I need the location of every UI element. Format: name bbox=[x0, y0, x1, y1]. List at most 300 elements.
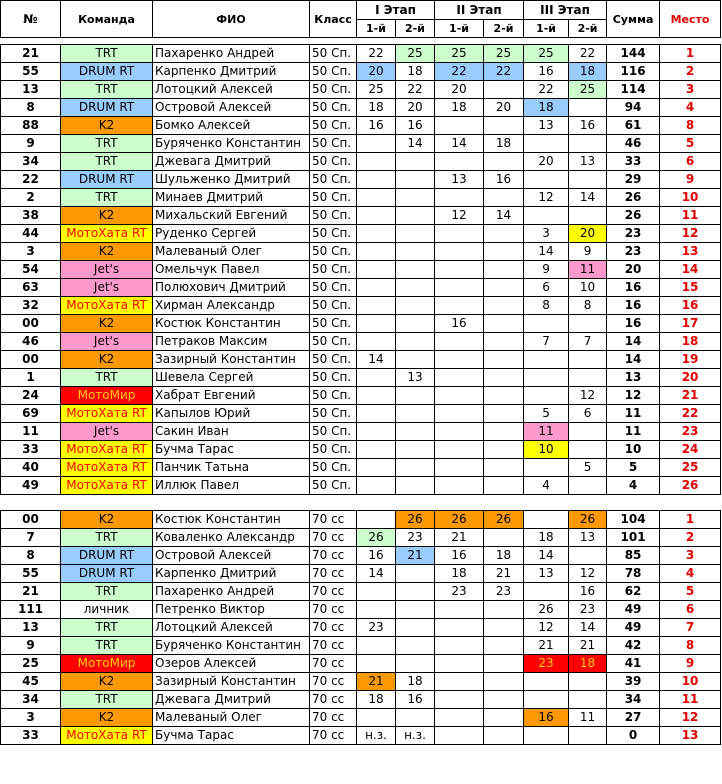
total-score: 13 bbox=[607, 369, 660, 387]
race-score: 26 bbox=[435, 511, 484, 529]
rider-class: 50 Сп. bbox=[310, 297, 357, 315]
rider-name: Минаев Дмитрий bbox=[153, 189, 310, 207]
rider-class: 50 Сп. bbox=[310, 279, 357, 297]
race-score bbox=[357, 369, 396, 387]
race-score bbox=[569, 691, 607, 709]
race-score: 21 bbox=[524, 637, 569, 655]
team-badge: МотоХата RT bbox=[61, 477, 153, 495]
race-score: 23 bbox=[396, 529, 435, 547]
table-row bbox=[1, 117, 721, 135]
team-badge: TRT bbox=[61, 369, 153, 387]
rider-class: 50 Сп. bbox=[310, 369, 357, 387]
rider-class: 50 Сп. bbox=[310, 333, 357, 351]
race-score bbox=[435, 619, 484, 637]
race-score: 14 bbox=[357, 565, 396, 583]
rider-class: 70 сс bbox=[310, 583, 357, 601]
race-score: 22 bbox=[484, 63, 524, 81]
team-badge: K2 bbox=[61, 511, 153, 529]
race-score: 25 bbox=[396, 45, 435, 63]
race-score bbox=[484, 117, 524, 135]
final-place: 15 bbox=[660, 279, 721, 297]
race-score: 16 bbox=[569, 583, 607, 601]
final-place: 19 bbox=[660, 351, 721, 369]
rider-class: 50 Сп. bbox=[310, 477, 357, 495]
race-score: 16 bbox=[524, 63, 569, 81]
rider-name: Буряченко Константин bbox=[153, 135, 310, 153]
race-score: 18 bbox=[396, 673, 435, 691]
table-row bbox=[1, 279, 721, 297]
race-score: 12 bbox=[435, 207, 484, 225]
race-score bbox=[569, 477, 607, 495]
rider-name: Пахаренко Андрей bbox=[153, 583, 310, 601]
race-score bbox=[435, 153, 484, 171]
race-score: 18 bbox=[524, 99, 569, 117]
race-score bbox=[524, 207, 569, 225]
rider-name: Джевага Дмитрий bbox=[153, 691, 310, 709]
race-score bbox=[524, 691, 569, 709]
race-score: 22 bbox=[569, 45, 607, 63]
rider-name: Карпенко Дмитрий bbox=[153, 63, 310, 81]
race-score: 20 bbox=[435, 81, 484, 99]
race-score bbox=[357, 315, 396, 333]
header-separator bbox=[1, 38, 721, 45]
total-score: 39 bbox=[607, 673, 660, 691]
race-score: 22 bbox=[357, 45, 396, 63]
team-badge: DRUM RT bbox=[61, 171, 153, 189]
team-badge: TRT bbox=[61, 189, 153, 207]
rider-number: 21 bbox=[1, 583, 61, 601]
race-score bbox=[484, 441, 524, 459]
race-score bbox=[484, 369, 524, 387]
race-score: 20 bbox=[484, 99, 524, 117]
total-score: 20 bbox=[607, 261, 660, 279]
race-score: 18 bbox=[396, 63, 435, 81]
race-score: 16 bbox=[524, 709, 569, 727]
rider-class: 50 Сп. bbox=[310, 243, 357, 261]
table-row bbox=[1, 135, 721, 153]
rider-name: Омельчук Павел bbox=[153, 261, 310, 279]
final-place: 7 bbox=[660, 619, 721, 637]
race-score bbox=[357, 225, 396, 243]
race-score bbox=[357, 243, 396, 261]
team-badge: K2 bbox=[61, 673, 153, 691]
final-place: 5 bbox=[660, 135, 721, 153]
race-score bbox=[484, 619, 524, 637]
final-place: 12 bbox=[660, 709, 721, 727]
team-badge: TRT bbox=[61, 529, 153, 547]
team-badge: МотоХата RT bbox=[61, 225, 153, 243]
race-score: 18 bbox=[484, 547, 524, 565]
race-score: 22 bbox=[435, 63, 484, 81]
rider-class: 50 Сп. bbox=[310, 189, 357, 207]
rider-number: 44 bbox=[1, 225, 61, 243]
race-score: 14 bbox=[396, 135, 435, 153]
race-score bbox=[524, 673, 569, 691]
race-score: н.з. bbox=[396, 727, 435, 745]
race-score bbox=[357, 333, 396, 351]
total-score: 11 bbox=[607, 405, 660, 423]
rider-name: Островой Алексей bbox=[153, 99, 310, 117]
race-score bbox=[524, 369, 569, 387]
race-score: 16 bbox=[396, 117, 435, 135]
team-badge: личник bbox=[61, 601, 153, 619]
race-score bbox=[524, 387, 569, 405]
group-separator bbox=[1, 495, 721, 511]
race-score bbox=[435, 709, 484, 727]
table-row bbox=[1, 477, 721, 495]
race-score bbox=[396, 297, 435, 315]
race-score bbox=[484, 279, 524, 297]
rider-number: 40 bbox=[1, 459, 61, 477]
race-score bbox=[524, 351, 569, 369]
total-score: 4 bbox=[607, 477, 660, 495]
team-badge: DRUM RT bbox=[61, 547, 153, 565]
race-score bbox=[484, 673, 524, 691]
final-place: 6 bbox=[660, 153, 721, 171]
final-place: 22 bbox=[660, 405, 721, 423]
final-place: 4 bbox=[660, 565, 721, 583]
team-badge: K2 bbox=[61, 351, 153, 369]
table-row bbox=[1, 81, 721, 99]
race-score bbox=[396, 619, 435, 637]
race-score: 23 bbox=[524, 655, 569, 673]
total-score: 12 bbox=[607, 387, 660, 405]
total-score: 114 bbox=[607, 81, 660, 99]
rider-number: 88 bbox=[1, 117, 61, 135]
race-score bbox=[396, 315, 435, 333]
final-place: 12 bbox=[660, 225, 721, 243]
team-badge: TRT bbox=[61, 583, 153, 601]
rider-class: 50 Сп. bbox=[310, 63, 357, 81]
rider-name: Зазирный Константин bbox=[153, 351, 310, 369]
rider-number: 3 bbox=[1, 243, 61, 261]
race-score bbox=[435, 423, 484, 441]
table-row bbox=[1, 529, 721, 547]
table-row bbox=[1, 99, 721, 117]
race-score bbox=[435, 727, 484, 745]
final-place: 23 bbox=[660, 423, 721, 441]
final-place: 10 bbox=[660, 673, 721, 691]
team-badge: K2 bbox=[61, 117, 153, 135]
final-place: 16 bbox=[660, 297, 721, 315]
total-score: 49 bbox=[607, 601, 660, 619]
final-place: 11 bbox=[660, 207, 721, 225]
total-score: 49 bbox=[607, 619, 660, 637]
rider-class: 50 Сп. bbox=[310, 117, 357, 135]
table-row bbox=[1, 261, 721, 279]
race-score: 26 bbox=[396, 511, 435, 529]
race-score: 3 bbox=[524, 225, 569, 243]
race-score: 14 bbox=[357, 351, 396, 369]
rider-name: Бомко Алексей bbox=[153, 117, 310, 135]
rider-name: Буряченко Константин bbox=[153, 637, 310, 655]
group-70-body bbox=[1, 511, 721, 745]
table-row bbox=[1, 727, 721, 745]
rider-name: Хабрат Евгений bbox=[153, 387, 310, 405]
rider-name: Малеваный Олег bbox=[153, 709, 310, 727]
race-score bbox=[396, 207, 435, 225]
rider-name: Капылов Юрий bbox=[153, 405, 310, 423]
table-row bbox=[1, 207, 721, 225]
race-score bbox=[484, 691, 524, 709]
race-score: 18 bbox=[357, 99, 396, 117]
total-score: 62 bbox=[607, 583, 660, 601]
race-score: 21 bbox=[484, 565, 524, 583]
rider-number: 32 bbox=[1, 297, 61, 315]
race-score: 10 bbox=[569, 279, 607, 297]
final-place: 13 bbox=[660, 243, 721, 261]
rider-class: 70 сс bbox=[310, 619, 357, 637]
race-score bbox=[396, 243, 435, 261]
race-score bbox=[396, 583, 435, 601]
race-score bbox=[569, 351, 607, 369]
race-score bbox=[357, 511, 396, 529]
race-score bbox=[524, 171, 569, 189]
race-score: 23 bbox=[435, 583, 484, 601]
rider-name: Костюк Константин bbox=[153, 315, 310, 333]
rider-number: 22 bbox=[1, 171, 61, 189]
race-score: 13 bbox=[524, 565, 569, 583]
race-score: 14 bbox=[569, 189, 607, 207]
header-sum: Сумма bbox=[607, 1, 660, 38]
team-badge: K2 bbox=[61, 243, 153, 261]
race-score: 14 bbox=[524, 547, 569, 565]
race-score bbox=[357, 459, 396, 477]
race-score bbox=[435, 441, 484, 459]
final-place: 3 bbox=[660, 81, 721, 99]
race-score bbox=[357, 387, 396, 405]
final-place: 17 bbox=[660, 315, 721, 333]
rider-name: Озеров Алексей bbox=[153, 655, 310, 673]
table-row bbox=[1, 333, 721, 351]
race-score: 5 bbox=[569, 459, 607, 477]
total-score: 11 bbox=[607, 423, 660, 441]
total-score: 14 bbox=[607, 333, 660, 351]
rider-number: 111 bbox=[1, 601, 61, 619]
final-place: 9 bbox=[660, 655, 721, 673]
header-name: ФИО bbox=[153, 1, 310, 38]
header-team: Команда bbox=[61, 1, 153, 38]
race-score: 26 bbox=[357, 529, 396, 547]
rider-number: 55 bbox=[1, 63, 61, 81]
race-score bbox=[396, 441, 435, 459]
race-score bbox=[569, 207, 607, 225]
rider-number: 00 bbox=[1, 315, 61, 333]
race-score: 21 bbox=[396, 547, 435, 565]
race-score: 4 bbox=[524, 477, 569, 495]
table-row bbox=[1, 565, 721, 583]
rider-class: 50 Сп. bbox=[310, 99, 357, 117]
race-score bbox=[484, 189, 524, 207]
race-score bbox=[524, 459, 569, 477]
race-score bbox=[484, 387, 524, 405]
rider-number: 25 bbox=[1, 655, 61, 673]
team-badge: Jet's bbox=[61, 423, 153, 441]
race-score: 18 bbox=[569, 655, 607, 673]
rider-number: 9 bbox=[1, 135, 61, 153]
rider-name: Руденко Сергей bbox=[153, 225, 310, 243]
race-score bbox=[484, 315, 524, 333]
race-score: 25 bbox=[524, 45, 569, 63]
rider-name: Карпенко Дмитрий bbox=[153, 565, 310, 583]
final-place: 25 bbox=[660, 459, 721, 477]
race-score bbox=[484, 709, 524, 727]
rider-number: 2 bbox=[1, 189, 61, 207]
table-row bbox=[1, 225, 721, 243]
rider-number: 55 bbox=[1, 565, 61, 583]
race-score: 13 bbox=[569, 153, 607, 171]
race-score bbox=[569, 547, 607, 565]
final-place: 8 bbox=[660, 117, 721, 135]
race-score: 8 bbox=[569, 297, 607, 315]
race-score bbox=[484, 529, 524, 547]
team-badge: Jet's bbox=[61, 261, 153, 279]
race-score bbox=[435, 459, 484, 477]
race-score bbox=[435, 297, 484, 315]
race-score: 18 bbox=[435, 565, 484, 583]
race-score bbox=[357, 279, 396, 297]
race-score bbox=[524, 727, 569, 745]
rider-number: 34 bbox=[1, 691, 61, 709]
rider-number: 33 bbox=[1, 727, 61, 745]
header-stage1-race2: 2-й bbox=[396, 20, 435, 38]
team-badge: TRT bbox=[61, 81, 153, 99]
race-score bbox=[435, 369, 484, 387]
rider-class: 50 Сп. bbox=[310, 225, 357, 243]
rider-number: 13 bbox=[1, 619, 61, 637]
race-score: 20 bbox=[524, 153, 569, 171]
rider-name: Шевела Сергей bbox=[153, 369, 310, 387]
header-num: № bbox=[1, 1, 61, 38]
header-stage2-race2: 2-й bbox=[484, 20, 524, 38]
race-score: 16 bbox=[484, 171, 524, 189]
table-row bbox=[1, 655, 721, 673]
header-stage1-race1: 1-й bbox=[357, 20, 396, 38]
race-score bbox=[396, 351, 435, 369]
race-score bbox=[435, 333, 484, 351]
race-score bbox=[396, 601, 435, 619]
rider-class: 50 Сп. bbox=[310, 423, 357, 441]
race-score bbox=[435, 601, 484, 619]
team-badge: K2 bbox=[61, 207, 153, 225]
race-score bbox=[357, 601, 396, 619]
team-badge: TRT bbox=[61, 45, 153, 63]
rider-class: 50 Сп. bbox=[310, 459, 357, 477]
table-row bbox=[1, 387, 721, 405]
team-badge: DRUM RT bbox=[61, 565, 153, 583]
rider-class: 70 сс bbox=[310, 709, 357, 727]
race-score bbox=[396, 333, 435, 351]
race-score bbox=[484, 601, 524, 619]
total-score: 42 bbox=[607, 637, 660, 655]
race-score bbox=[569, 315, 607, 333]
race-score bbox=[396, 261, 435, 279]
race-score: 23 bbox=[357, 619, 396, 637]
race-score: 18 bbox=[569, 63, 607, 81]
race-score bbox=[357, 709, 396, 727]
rider-name: Полюхович Дмитрий bbox=[153, 279, 310, 297]
race-score bbox=[435, 225, 484, 243]
table-row bbox=[1, 583, 721, 601]
rider-number: 45 bbox=[1, 673, 61, 691]
rider-number: 54 bbox=[1, 261, 61, 279]
race-score bbox=[569, 727, 607, 745]
race-score bbox=[569, 369, 607, 387]
total-score: 16 bbox=[607, 297, 660, 315]
race-score bbox=[396, 477, 435, 495]
team-badge: МотоМир bbox=[61, 387, 153, 405]
table-row bbox=[1, 709, 721, 727]
race-score bbox=[484, 153, 524, 171]
header-stage2: II Этап bbox=[435, 1, 524, 20]
rider-class: 70 сс bbox=[310, 727, 357, 745]
rider-class: 70 сс bbox=[310, 529, 357, 547]
final-place: 6 bbox=[660, 601, 721, 619]
race-score bbox=[396, 637, 435, 655]
race-score bbox=[396, 459, 435, 477]
table-row bbox=[1, 459, 721, 477]
total-score: 0 bbox=[607, 727, 660, 745]
race-score bbox=[484, 261, 524, 279]
rider-name: Иллюк Павел bbox=[153, 477, 310, 495]
team-badge: МотоХата RT bbox=[61, 459, 153, 477]
group-50-body bbox=[1, 45, 721, 495]
final-place: 20 bbox=[660, 369, 721, 387]
race-score bbox=[357, 297, 396, 315]
total-score: 144 bbox=[607, 45, 660, 63]
race-score bbox=[396, 189, 435, 207]
table-row bbox=[1, 63, 721, 81]
final-place: 8 bbox=[660, 637, 721, 655]
rider-number: 00 bbox=[1, 351, 61, 369]
rider-name: Зазирный Константин bbox=[153, 673, 310, 691]
race-score bbox=[357, 135, 396, 153]
race-score: 22 bbox=[396, 81, 435, 99]
team-badge: Jet's bbox=[61, 279, 153, 297]
race-score: 26 bbox=[524, 601, 569, 619]
rider-number: 69 bbox=[1, 405, 61, 423]
rider-name: Малеваный Олег bbox=[153, 243, 310, 261]
final-place: 14 bbox=[660, 261, 721, 279]
rider-name: Михальский Евгений bbox=[153, 207, 310, 225]
rider-class: 50 Сп. bbox=[310, 405, 357, 423]
table-row bbox=[1, 297, 721, 315]
rider-name: Лотоцкий Алексей bbox=[153, 619, 310, 637]
rider-class: 50 Сп. bbox=[310, 45, 357, 63]
race-score: 26 bbox=[484, 511, 524, 529]
race-score bbox=[435, 655, 484, 673]
race-score: 14 bbox=[569, 619, 607, 637]
race-score bbox=[396, 225, 435, 243]
rider-number: 49 bbox=[1, 477, 61, 495]
table-row bbox=[1, 369, 721, 387]
race-score bbox=[569, 99, 607, 117]
rider-class: 50 Сп. bbox=[310, 207, 357, 225]
race-score bbox=[484, 423, 524, 441]
race-score bbox=[435, 351, 484, 369]
total-score: 101 bbox=[607, 529, 660, 547]
rider-class: 50 Сп. bbox=[310, 261, 357, 279]
race-score: 20 bbox=[396, 99, 435, 117]
total-score: 26 bbox=[607, 207, 660, 225]
rider-name: Петраков Максим bbox=[153, 333, 310, 351]
rider-class: 70 сс bbox=[310, 637, 357, 655]
team-badge: TRT bbox=[61, 637, 153, 655]
race-score bbox=[484, 727, 524, 745]
race-score: 12 bbox=[569, 387, 607, 405]
race-score bbox=[396, 279, 435, 297]
race-score: 12 bbox=[524, 189, 569, 207]
